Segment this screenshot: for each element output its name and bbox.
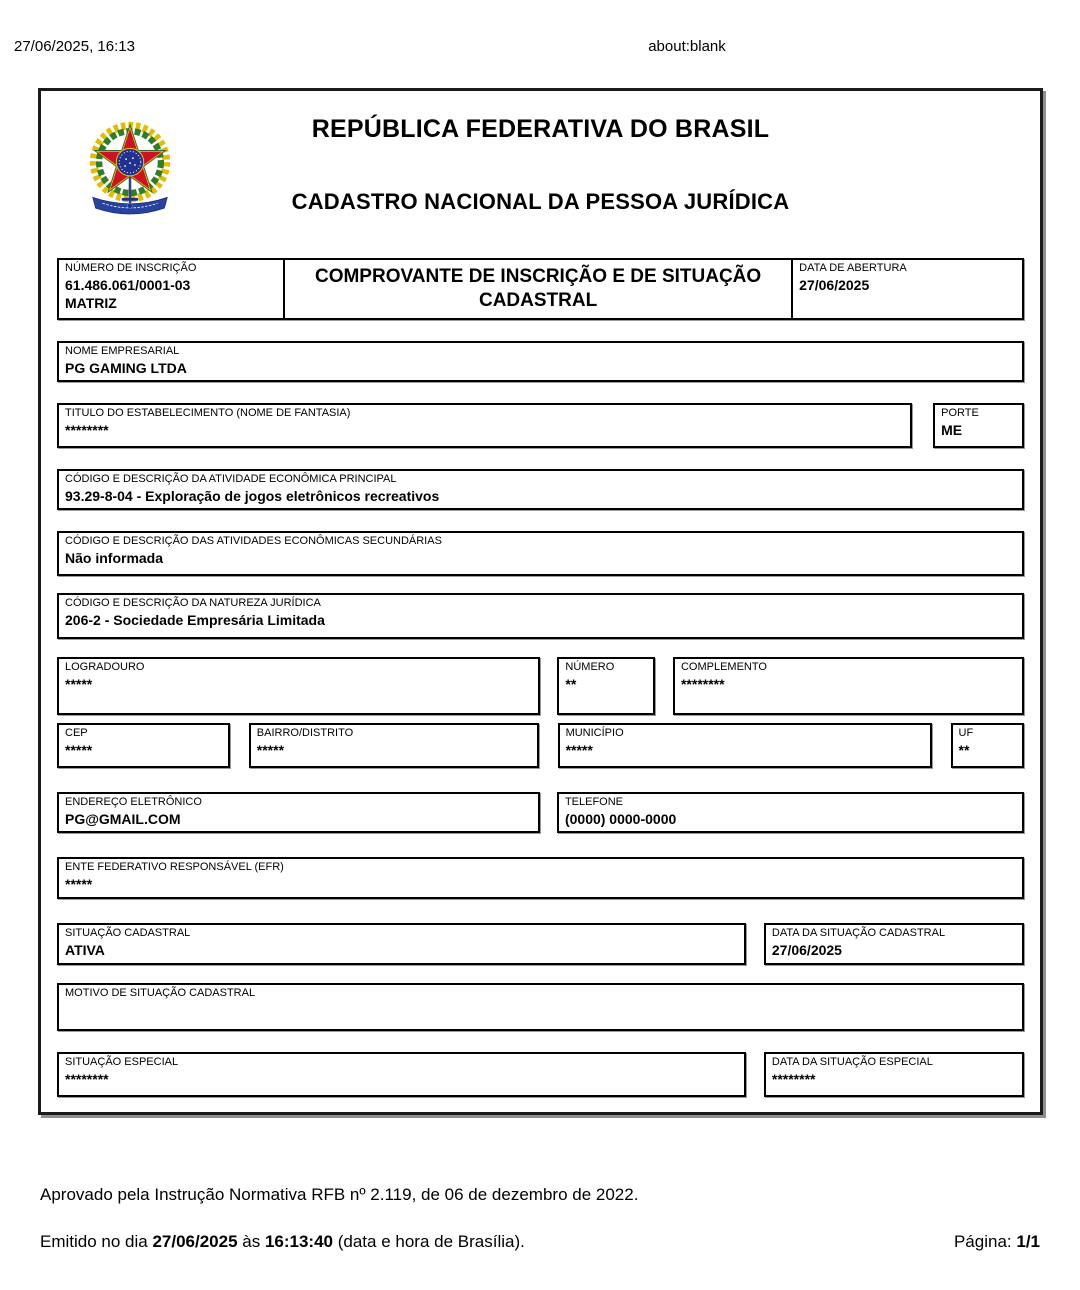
field-value: 93.29-8-04 - Exploração de jogos eletrônicos recreativos	[65, 487, 440, 504]
field-natureza-juridica	[57, 593, 1024, 639]
field-label: DATA DA SITUAÇÃO CADASTRAL	[771, 926, 946, 939]
page-value: 1/1	[1016, 1231, 1040, 1251]
cnpj-certificate	[38, 88, 1043, 1115]
field-label: NOME EMPRESARIAL	[65, 345, 180, 357]
row-inscription	[57, 258, 1024, 320]
row-fantasia-porte	[57, 403, 1024, 448]
field-label: NÚMERO	[565, 660, 615, 673]
page-label: Página:	[953, 1231, 1017, 1251]
field-value: ********	[65, 421, 109, 438]
registry-title: CADASTRO NACIONAL DA PESSOA JURÍDICA	[291, 189, 790, 214]
emission-prefix: Emitido no dia	[40, 1231, 153, 1251]
field-label: DATA DE ABERTURA	[799, 262, 907, 274]
field-situacao-cadastral	[57, 923, 746, 965]
field-porte	[933, 403, 1024, 448]
field-label: DATA DA SITUAÇÃO ESPECIAL	[771, 1055, 933, 1068]
field-data-situacao-especial	[764, 1052, 1024, 1097]
field-situacao-especial	[57, 1052, 746, 1097]
row-endereco-1	[57, 657, 1024, 715]
brazil-coat-of-arms-icon	[81, 114, 179, 220]
field-value: 27/06/2025	[799, 276, 870, 293]
row-situacao-especial	[57, 1052, 1024, 1097]
certificate-title: COMPROVANTE DE INSCRIÇÃO E DE SITUAÇÃO CADASTRAL	[283, 258, 793, 320]
field-value: *****	[65, 741, 93, 758]
row-natureza-juridica	[57, 593, 1024, 639]
field-value: (0000) 0000-0000	[564, 810, 677, 827]
field-data-abertura	[791, 258, 1024, 320]
field-telefone	[557, 792, 1024, 833]
republic-title: REPÚBLICA FEDERATIVA DO BRASIL	[311, 115, 770, 143]
print-header	[0, 0, 1080, 88]
emission-middle: às	[237, 1231, 265, 1251]
field-label: MOTIVO DE SITUAÇÃO CADASTRAL	[65, 986, 256, 999]
row-motivo	[57, 983, 1024, 1031]
page-indicator	[954, 1232, 1040, 1252]
field-value: 61.486.061/0001-03	[65, 276, 191, 293]
field-label: CÓDIGO E DESCRIÇÃO DA ATIVIDADE ECONÔMICA PRINCIPAL	[65, 472, 397, 485]
field-label: LOGRADOURO	[65, 660, 145, 673]
footer-line	[40, 1232, 1040, 1252]
emission-time: 16:13:40	[264, 1231, 334, 1251]
field-matriz-flag: MATRIZ	[65, 294, 117, 311]
row-contato	[57, 792, 1024, 833]
field-label: TITULO DO ESTABELECIMENTO (NOME DE FANTASIA)	[65, 406, 351, 419]
field-value: *****	[65, 875, 93, 892]
field-nome-empresarial	[57, 341, 1024, 382]
field-label: ENTE FEDERATIVO RESPONSÁVEL (EFR)	[65, 860, 284, 873]
field-value: **	[565, 675, 577, 692]
field-label: BAIRRO/DISTRITO	[256, 726, 354, 739]
row-atividade-principal	[57, 469, 1024, 510]
field-nome-fantasia	[57, 403, 912, 448]
field-label: CÓDIGO E DESCRIÇÃO DA NATUREZA JURÍDICA	[65, 596, 321, 609]
field-value: *****	[65, 675, 93, 692]
field-numero-inscricao	[57, 258, 285, 320]
field-value: *****	[565, 741, 593, 758]
row-atividades-secundarias	[57, 531, 1024, 576]
field-label: UF	[958, 726, 974, 739]
print-header-datetime: 27/06/2025, 16:13	[14, 38, 135, 55]
field-municipio	[558, 723, 932, 768]
certificate-header	[57, 91, 1024, 258]
row-nome-empresarial	[57, 341, 1024, 382]
field-label: MUNICÍPIO	[565, 726, 624, 739]
field-label: COMPLEMENTO	[680, 660, 767, 673]
field-value: Não informada	[65, 549, 164, 566]
field-efr	[57, 857, 1024, 899]
field-email	[57, 792, 540, 833]
field-uf	[951, 723, 1024, 768]
field-value: ********	[771, 1070, 816, 1087]
field-label: TELEFONE	[564, 795, 624, 808]
field-value: ********	[680, 675, 725, 692]
field-complemento	[673, 657, 1024, 715]
row-efr	[57, 857, 1024, 899]
print-header-url: about:blank	[648, 38, 726, 55]
field-value: ME	[941, 421, 963, 438]
field-value: **	[958, 741, 970, 758]
field-value: PG@GMAIL.COM	[65, 810, 181, 827]
field-label: SITUAÇÃO CADASTRAL	[65, 926, 191, 939]
field-motivo-situacao	[57, 983, 1024, 1031]
field-numero	[557, 657, 655, 715]
row-endereco-2	[57, 723, 1024, 768]
emission-note	[40, 1232, 525, 1252]
field-label: SITUAÇÃO ESPECIAL	[65, 1055, 179, 1068]
emission-suffix: (data e hora de Brasília).	[333, 1231, 525, 1251]
field-data-situacao-cadastral	[764, 923, 1024, 965]
field-bairro	[249, 723, 539, 768]
field-cep	[57, 723, 230, 768]
field-value: PG GAMING LTDA	[65, 359, 187, 376]
emission-date: 27/06/2025	[152, 1231, 238, 1251]
field-logradouro	[57, 657, 540, 715]
field-label: PORTE	[941, 406, 979, 419]
field-value: *****	[256, 741, 285, 758]
field-label: ENDEREÇO ELETRÔNICO	[65, 795, 202, 808]
field-atividades-secundarias	[57, 531, 1024, 576]
field-value: ATIVA	[65, 941, 105, 958]
approval-note: Aprovado pela Instrução Normativa RFB nº 2.119, de 06 de dezembro de 2022.	[40, 1184, 639, 1204]
field-value: 206-2 - Sociedade Empresária Limitada	[65, 611, 325, 628]
field-label: NÚMERO DE INSCRIÇÃO	[65, 262, 197, 274]
row-situacao	[57, 923, 1024, 965]
field-label: CÓDIGO E DESCRIÇÃO DAS ATIVIDADES ECONÔMICAS SECUNDÁRIAS	[65, 534, 442, 547]
field-label: CEP	[65, 726, 88, 739]
field-value: ********	[65, 1070, 109, 1087]
field-atividade-principal	[57, 469, 1024, 510]
field-value: 27/06/2025	[771, 941, 842, 958]
